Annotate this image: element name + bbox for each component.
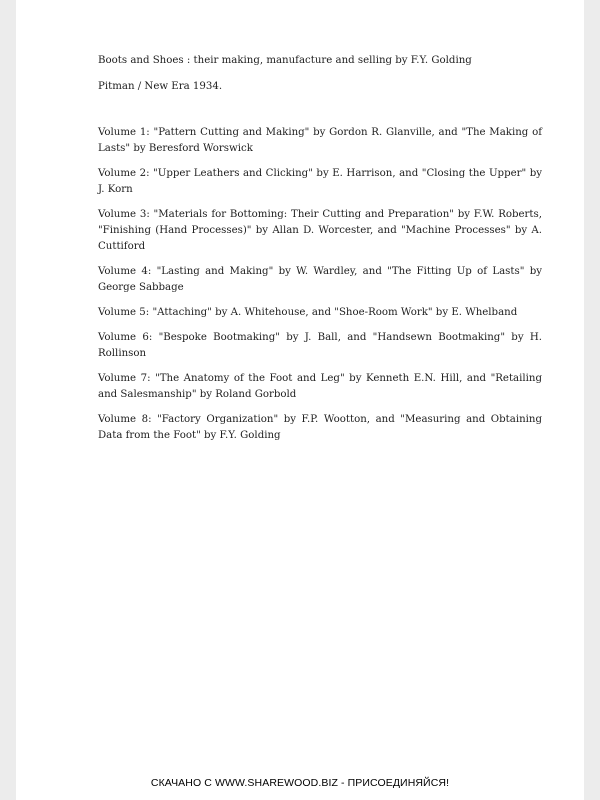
volume-item-1: Volume 1: "Pattern Cutting and Making" by Gordon R. Glanville, and "The Making of Lasts" by Beresford Worswick [98, 127, 542, 154]
book-title: Boots and Shoes : their making, manufacture and selling by F.Y. Golding [98, 55, 472, 66]
volume-item-2: Volume 2: "Upper Leathers and Clicking" by E. Harrison, and "Closing the Upper" by J. Korn [98, 168, 542, 195]
volume-item-7: Volume 7: "The Anatomy of the Foot and Leg" by Kenneth E.N. Hill, and "Retailing and Salesmanship" by Roland Gorbold [98, 373, 542, 400]
download-watermark-footer: СКАЧАНО С WWW.SHAREWOOD.BIZ - ПРИСОЕДИНЯЙСЯ! [150, 777, 450, 789]
volume-list [98, 125, 542, 444]
volume-item-8: Volume 8: "Factory Organization" by F.P. Wootton, and "Measuring and Obtaining Data from the Foot" by F.Y. Golding [98, 414, 542, 441]
volume-item-6: Volume 6: "Bespoke Bootmaking" by J. Ball, and "Handsewn Bootmaking" by H. Rollinson [98, 332, 542, 359]
volume-item-4: Volume 4: "Lasting and Making" by W. Wardley, and "The Fitting Up of Lasts" by George Sabbage [98, 266, 542, 293]
publisher-line: Pitman / New Era 1934. [98, 81, 223, 92]
document-page [16, 0, 584, 800]
document-body [98, 53, 542, 453]
volume-item-3: Volume 3: "Materials for Bottoming: Their Cutting and Preparation" by F.W. Roberts, "Finishing (Hand Processes)" by Allan D. Worcester, and "Machine Processes" by A. Cuttiford [98, 209, 542, 252]
volume-item-5: Volume 5: "Attaching" by A. Whitehouse, and "Shoe-Room Work" by E. Whelband [98, 307, 518, 318]
